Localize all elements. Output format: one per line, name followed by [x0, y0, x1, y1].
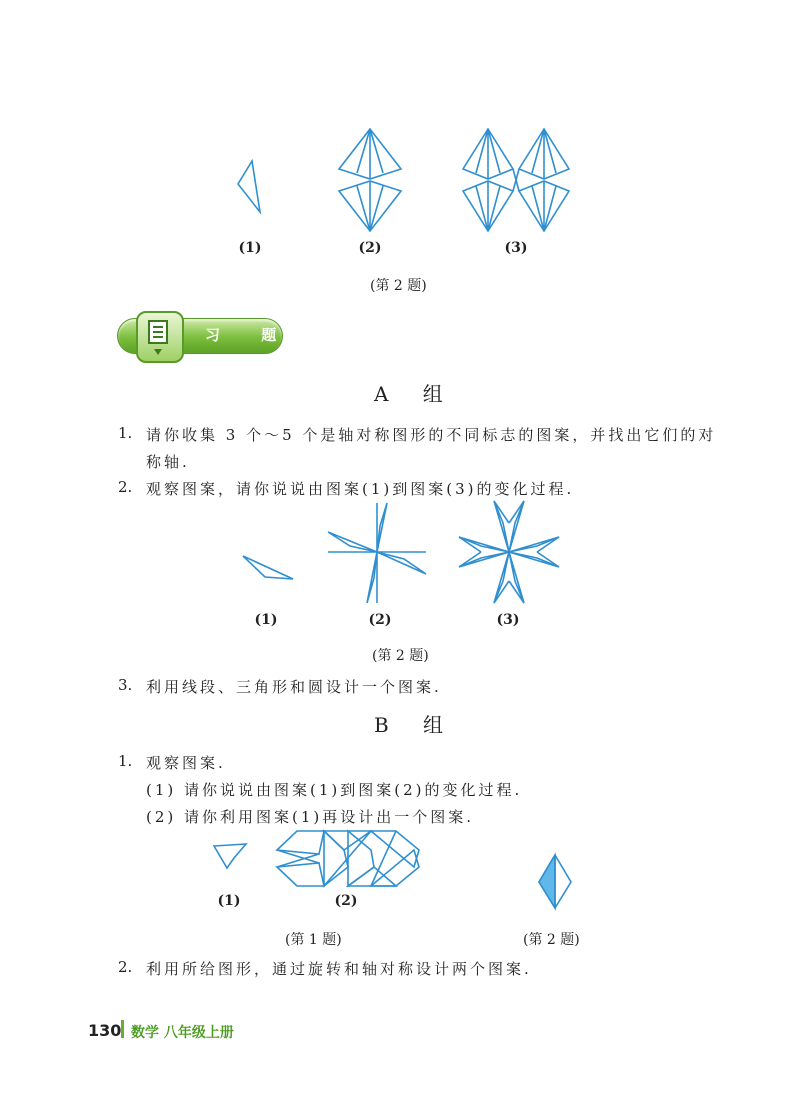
- b-q1-caption: (第 1 题): [285, 932, 342, 948]
- b-figure-1: [210, 840, 254, 874]
- b-q2-text: 利用所给图形，通过旋转和轴对称设计两个图案.: [146, 960, 532, 978]
- a-figure-label-2: (2): [368, 612, 392, 628]
- b-q1-sub-1: (1) 请你说说由图案(1)到图案(2)的变化过程.: [146, 781, 523, 799]
- a-figure-2: [322, 500, 432, 608]
- b-figure-2: [274, 828, 422, 890]
- b-figure-label-1: (1): [217, 893, 241, 909]
- top-figure-2: [335, 126, 405, 236]
- b-q2-number: 2.: [118, 958, 133, 976]
- book-title: 数学 八年级上册: [131, 1025, 234, 1041]
- b-q2-caption: (第 2 题): [523, 932, 580, 948]
- b-q1-number: 1.: [118, 752, 133, 770]
- group-a-title: A 组: [374, 382, 457, 406]
- top-figure-label-2: (2): [358, 240, 382, 256]
- b-q1-sub-2: (2) 请你利用图案(1)再设计出一个图案.: [146, 808, 475, 826]
- a-figure-label-3: (3): [496, 612, 520, 628]
- a-q1-number: 1.: [118, 424, 133, 442]
- a-q3-text: 利用线段、三角形和圆设计一个图案.: [146, 678, 442, 696]
- top-figure-caption: (第 2 题): [370, 278, 427, 294]
- footer-divider: [121, 1020, 124, 1038]
- a-q2-text: 观察图案，请你说说由图案(1)到图案(3)的变化过程.: [146, 480, 575, 498]
- a-q1-text-line2: 称轴.: [146, 453, 190, 471]
- a-q3-number: 3.: [118, 676, 133, 694]
- b-q2-figure: [536, 852, 576, 912]
- exercise-banner-title: 习 题: [205, 326, 295, 344]
- notebook-icon: [136, 311, 184, 363]
- b-figure-label-2: (2): [334, 893, 358, 909]
- page-number: 130: [88, 1021, 122, 1040]
- a-figure-1: [240, 552, 300, 582]
- top-figure-label-3: (3): [504, 240, 528, 256]
- group-b-title: B 组: [374, 713, 458, 737]
- b-q1-text: 观察图案.: [146, 754, 226, 772]
- a-figure-3: [456, 498, 562, 606]
- a-q1-text: 请你收集 3 个～5 个是轴对称图形的不同标志的图案，并找出它们的对: [146, 426, 717, 444]
- a-q2-number: 2.: [118, 478, 133, 496]
- top-figure-1: [230, 158, 270, 218]
- a-figure-caption: (第 2 题): [372, 648, 429, 664]
- top-figure-3: [460, 126, 572, 236]
- a-figure-label-1: (1): [254, 612, 278, 628]
- top-figure-label-1: (1): [238, 240, 262, 256]
